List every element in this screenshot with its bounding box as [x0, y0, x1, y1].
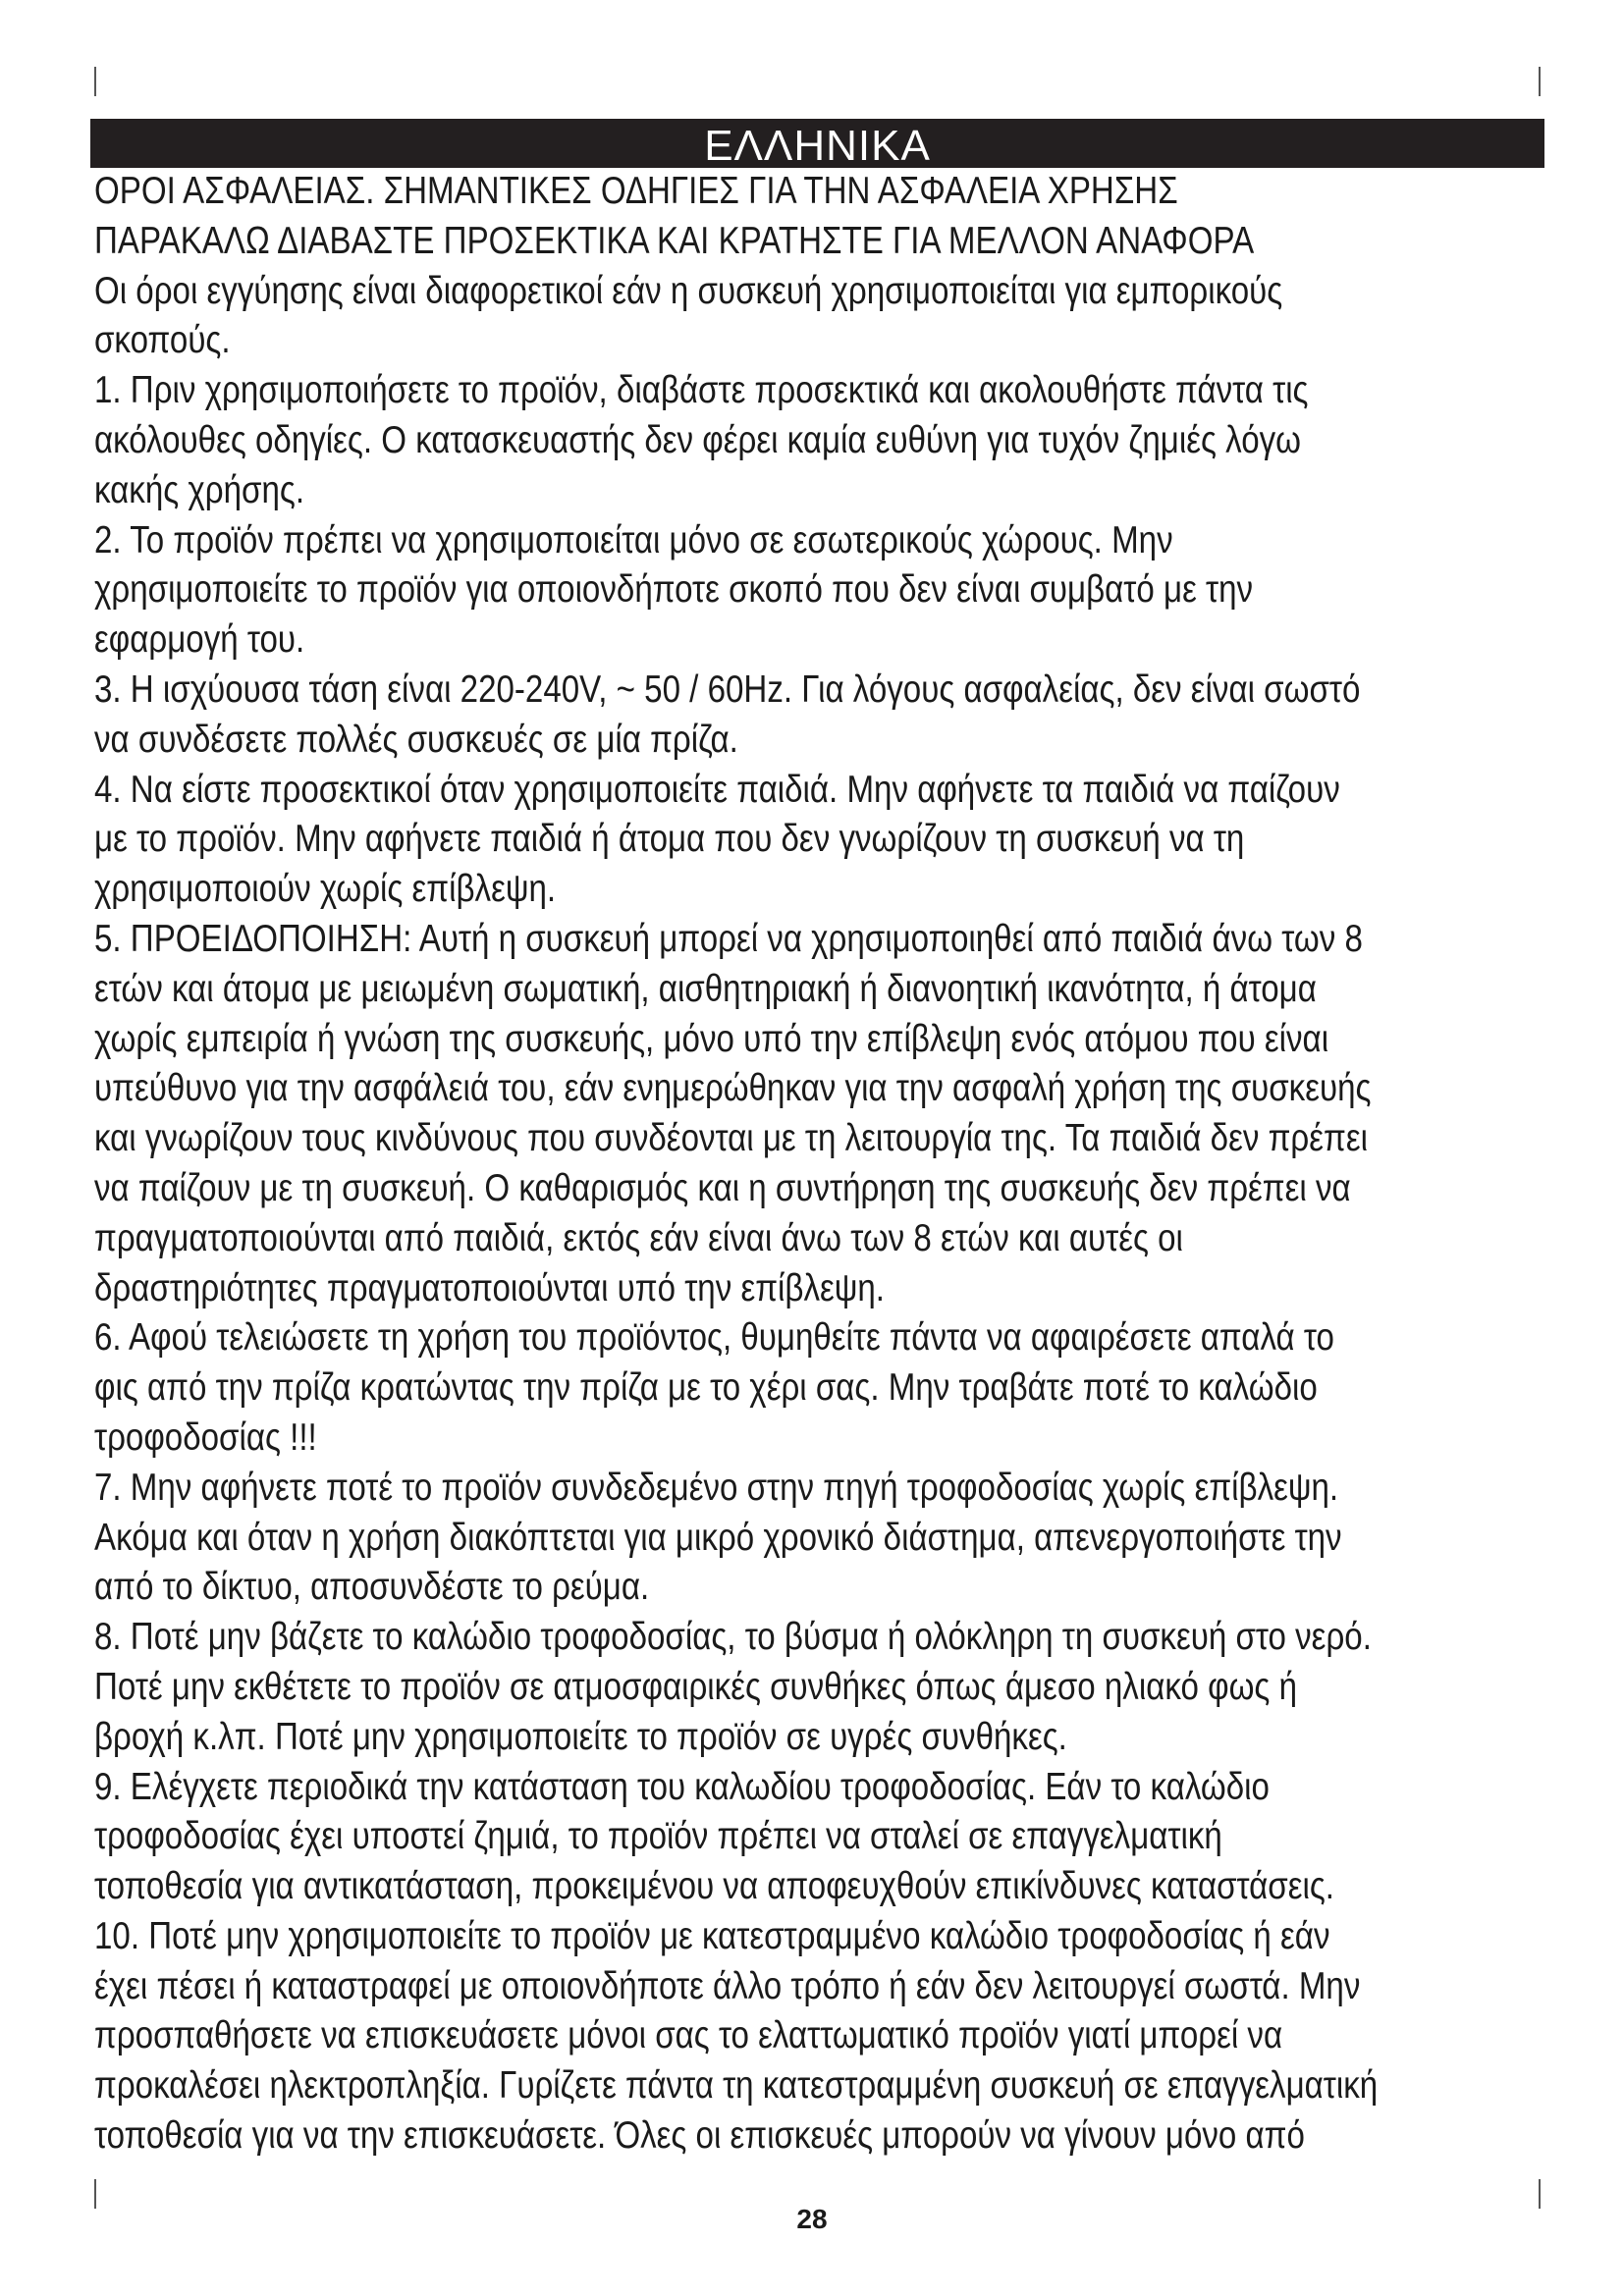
text-line: έχει πέσει ή καταστραφεί με οποιονδήποτε άλλο τρόπο ή εάν δεν λειτουργεί σωστά. Μην: [94, 1964, 1361, 2007]
text-line: να παίζουν με τη συσκευή. Ο καθαρισμός και η συντήρηση της συσκευής δεν πρέπει να: [94, 1166, 1351, 1209]
text-line: εφαρμογή του.: [94, 618, 305, 662]
text-line: σκοπούς.: [94, 319, 231, 362]
margin-tick: [94, 67, 96, 96]
text-line: χωρίς εμπειρία ή γνώση της συσκευής, μόνο υπό την επίβλεψη ενός ατόμου που είναι: [94, 1017, 1329, 1060]
text-line: χρησιμοποιούν χωρίς επίβλεψη.: [94, 868, 557, 911]
text-line: 3. Η ισχύουσα τάση είναι 220-240V, ~ 50 / 60Hz. Για λόγους ασφαλείας, δεν είναι σωστό: [94, 667, 1361, 711]
text-line: δραστηριότητες πραγματοποιούνται υπό την επίβλεψη.: [94, 1266, 885, 1309]
section-header: ΕΛΛΗΝΙΚΑ: [90, 119, 1544, 168]
text-line: ετών και άτομα με μειωμένη σωματική, αισθητηριακή ή διανοητική ικανότητα, ή άτομα: [94, 967, 1317, 1010]
text-line: 6. Αφού τελειώσετε τη χρήση του προϊόντος, θυμηθείτε πάντα να αφαιρέσετε απαλά το: [94, 1316, 1334, 1360]
text-line: ΠΑΡΑΚΑΛΩ ΔΙΑΒΑΣΤΕ ΠΡΟΣΕΚΤΙΚΑ ΚΑΙ ΚΡΑΤΗΣΤΕ ΓΙΑ ΜΕΛΛΟΝ ΑΝΑΦΟΡΑ: [94, 219, 1255, 262]
safety-instructions-text: [94, 167, 1379, 2162]
page-number: 28: [796, 2204, 828, 2234]
text-line: να συνδέσετε πολλές συσκευές σε μία πρίζα.: [94, 718, 738, 761]
text-line: Οι όροι εγγύησης είναι διαφορετικοί εάν η συσκευή χρησιμοποιείται για εμπορικούς: [94, 269, 1283, 312]
text-line: 8. Ποτέ μην βάζετε το καλώδιο τροφοδοσίας, το βύσμα ή ολόκληρη τη συσκευή στο νερό.: [94, 1616, 1372, 1659]
text-line: κακής χρήσης.: [94, 468, 305, 511]
text-line: με το προϊόν. Μην αφήνετε παιδιά ή άτομα που δεν γνωρίζουν τη συσκευή να τη: [94, 818, 1245, 861]
text-line: 2. Το προϊόν πρέπει να χρησιμοποιείται μόνο σε εσωτερικούς χώρους. Μην: [94, 518, 1173, 561]
text-line: 9. Ελέγχετε περιοδικά την κατάσταση του καλωδίου τροφοδοσίας. Εάν το καλώδιο: [94, 1765, 1270, 1808]
text-line: φις από την πρίζα κρατώντας την πρίζα με το χέρι σας. Μην τραβάτε ποτέ το καλώδιο: [94, 1366, 1318, 1410]
text-line: βροχή κ.λπ. Ποτέ μην χρησιμοποιείτε το προϊόν σε υγρές συνθήκες.: [94, 1715, 1067, 1758]
text-line: ΟΡΟΙ ΑΣΦΑΛΕΙΑΣ. ΣΗΜΑΝΤΙΚΕΣ ΟΔΗΓΙΕΣ ΓΙΑ ΤΗΝ ΑΣΦΑΛΕΙΑ ΧΡΗΣΗΣ: [94, 170, 1178, 212]
text-line: Ακόμα και όταν η χρήση διακόπτεται για μικρό χρονικό διάστημα, απενεργοποιήστε την: [94, 1516, 1342, 1559]
text-line: τροφοδοσίας έχει υποστεί ζημιά, το προϊόν πρέπει να σταλεί σε επαγγελματική: [94, 1815, 1222, 1858]
text-line: πραγματοποιούνται από παιδιά, εκτός εάν είναι άνω των 8 ετών και αυτές οι: [94, 1216, 1183, 1259]
text-line: 5. ΠΡΟΕΙΔΟΠΟΙΗΣΗ: Αυτή η συσκευή μπορεί να χρησιμοποιηθεί από παιδιά άνω των 8: [94, 917, 1363, 960]
text-line: από το δίκτυο, αποσυνδέστε το ρεύμα.: [94, 1566, 650, 1609]
margin-tick: [1539, 67, 1541, 96]
text-line: 7. Μην αφήνετε ποτέ το προϊόν συνδεδεμένο στην πηγή τροφοδοσίας χωρίς επίβλεψη.: [94, 1466, 1339, 1509]
text-line: τροφοδοσίας !!!: [94, 1415, 317, 1459]
text-line: τοποθεσία για να την επισκευάσετε. Όλες οι επισκευές μπορούν να γίνουν μόνο από: [94, 2114, 1305, 2158]
text-line: 4. Να είστε προσεκτικοί όταν χρησιμοποιείτε παιδιά. Μην αφήνετε τα παιδιά να παίζουν: [94, 768, 1340, 811]
text-line: χρησιμοποιείτε το προϊόν για οποιονδήποτε σκοπό που δεν είναι συμβατό με την: [94, 568, 1254, 612]
text-line: και γνωρίζουν τους κινδύνους που συνδέονται με τη λειτουργία της. Τα παιδιά δεν πρέπει: [94, 1117, 1368, 1160]
text-line: 10. Ποτέ μην χρησιμοποιείτε το προϊόν με κατεστραμμένο καλώδιο τροφοδοσίας ή εάν: [94, 1914, 1330, 1957]
text-line: προκαλέσει ηλεκτροπληξία. Γυρίζετε πάντα τη κατεστραμμένη συσκευή σε επαγγελματική: [94, 2064, 1379, 2108]
text-line: Ποτέ μην εκθέτετε το προϊόν σε ατμοσφαιρικές συνθήκες όπως άμεσο ηλιακό φως ή: [94, 1665, 1297, 1708]
text-line: προσπαθήσετε να επισκευάσετε μόνοι σας το ελαττωματικό προϊόν γιατί μπορεί να: [94, 2014, 1283, 2057]
text-line: ακόλουθες οδηγίες. Ο κατασκευαστής δεν φέρει καμία ευθύνη για τυχόν ζημιές λόγω: [94, 418, 1302, 461]
text-line: τοποθεσία για αντικατάσταση, προκειμένου να αποφευχθούν επικίνδυνες καταστάσεις.: [94, 1865, 1335, 1908]
text-line: υπεύθυνο για την ασφάλειά του, εάν ενημερώθηκαν για την ασφαλή χρήση της συσκευής: [94, 1067, 1372, 1110]
text-line: 1. Πριν χρησιμοποιήσετε το προϊόν, διαβάστε προσεκτικά και ακολουθήστε πάντα τις: [94, 369, 1309, 412]
